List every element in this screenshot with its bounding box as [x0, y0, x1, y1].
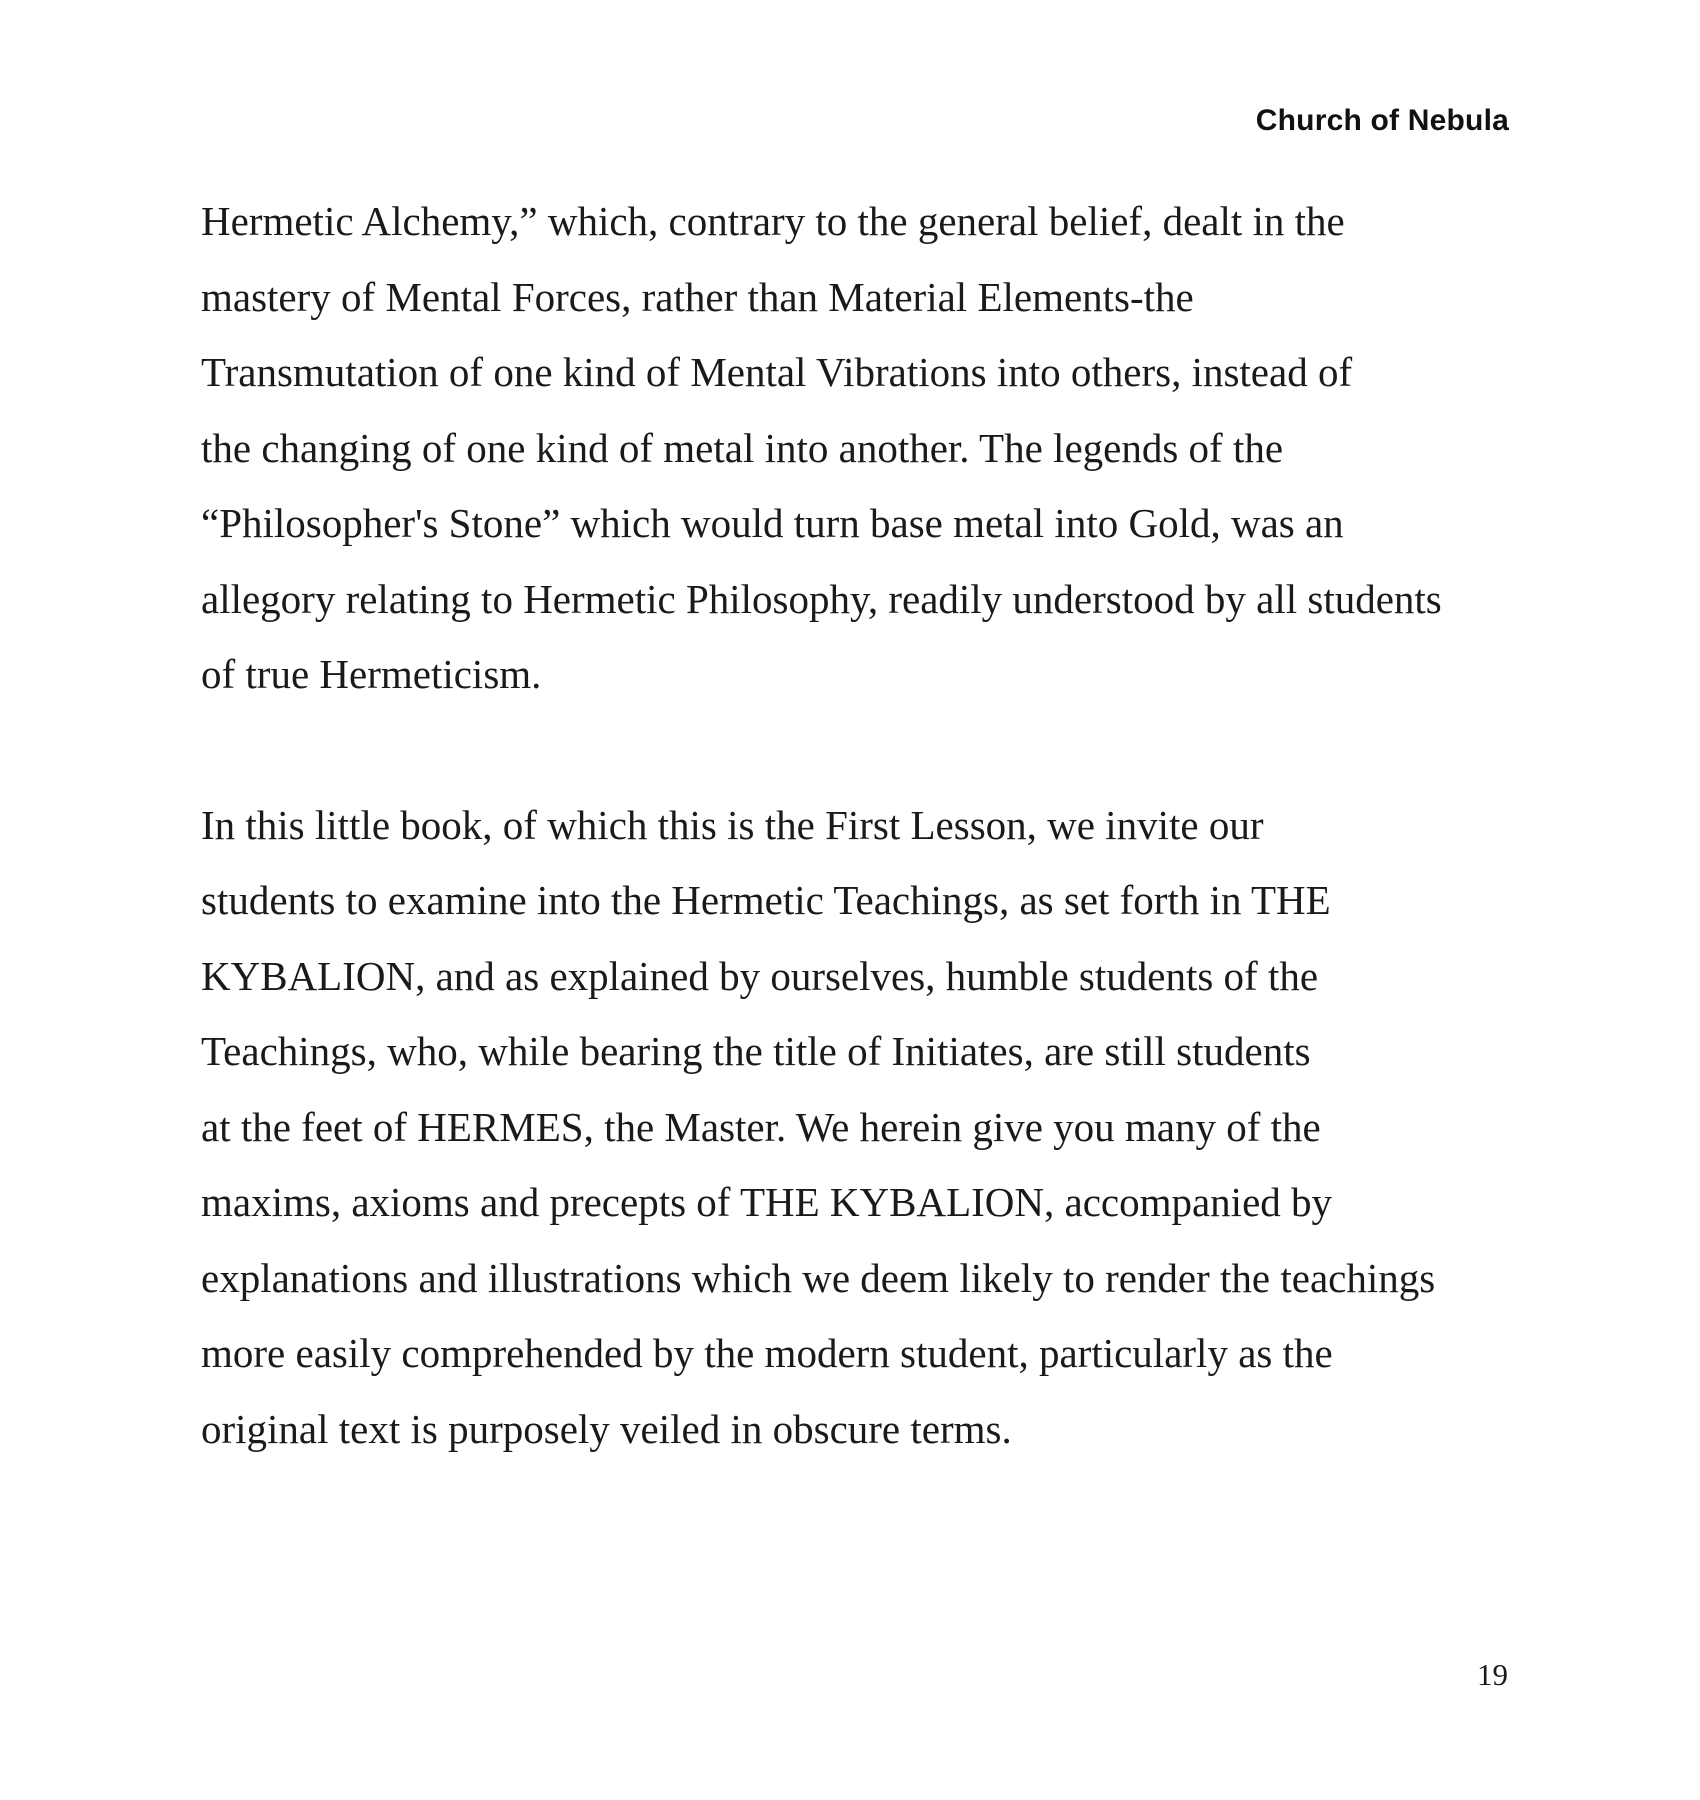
paragraph-2: [201, 792, 1521, 1472]
text-line: “Philosopher's Stone” which would turn base metal into Gold, was an: [201, 500, 1344, 546]
running-header: Church of Nebula: [1255, 104, 1509, 137]
text-line: mastery of Mental Forces, rather than Material Elements-the: [201, 273, 1194, 320]
text-line: the changing of one kind of metal into another. The legends of the: [201, 424, 1284, 471]
text-line: Transmutation of one kind of Mental Vibrations into others, instead of: [201, 349, 1353, 395]
text-line: maxims, axioms and precepts of THE KYBALION, accompanied by: [201, 1179, 1333, 1225]
text-line: more easily comprehended by the modern student, particularly as the: [201, 1330, 1333, 1376]
text-line: explanations and illustrations which we deem likely to render the teachings: [201, 1254, 1436, 1301]
text-line: In this little book, of which this is the First Lesson, we invite our: [201, 801, 1264, 848]
text-line: allegory relating to Hermetic Philosophy, readily understood by all students: [201, 575, 1442, 622]
paragraph-spacer: [201, 717, 1521, 792]
body-text: [201, 188, 1521, 1471]
paragraph-1: [201, 188, 1521, 717]
text-line: of true Hermeticism.: [201, 651, 542, 697]
text-line: students to examine into the Hermetic Teachings, as set forth in THE: [201, 877, 1331, 923]
text-line: Hermetic Alchemy,” which, contrary to the general belief, dealt in the: [201, 198, 1345, 244]
page-number: 19: [1477, 1657, 1508, 1692]
text-line: Teachings, who, while bearing the title of Initiates, are still students: [201, 1028, 1311, 1074]
text-line: original text is purposely veiled in obscure terms.: [201, 1405, 1012, 1452]
text-line: KYBALION, and as explained by ourselves, humble students of the: [201, 952, 1319, 999]
text-line: at the feet of HERMES, the Master. We herein give you many of the: [201, 1103, 1321, 1150]
